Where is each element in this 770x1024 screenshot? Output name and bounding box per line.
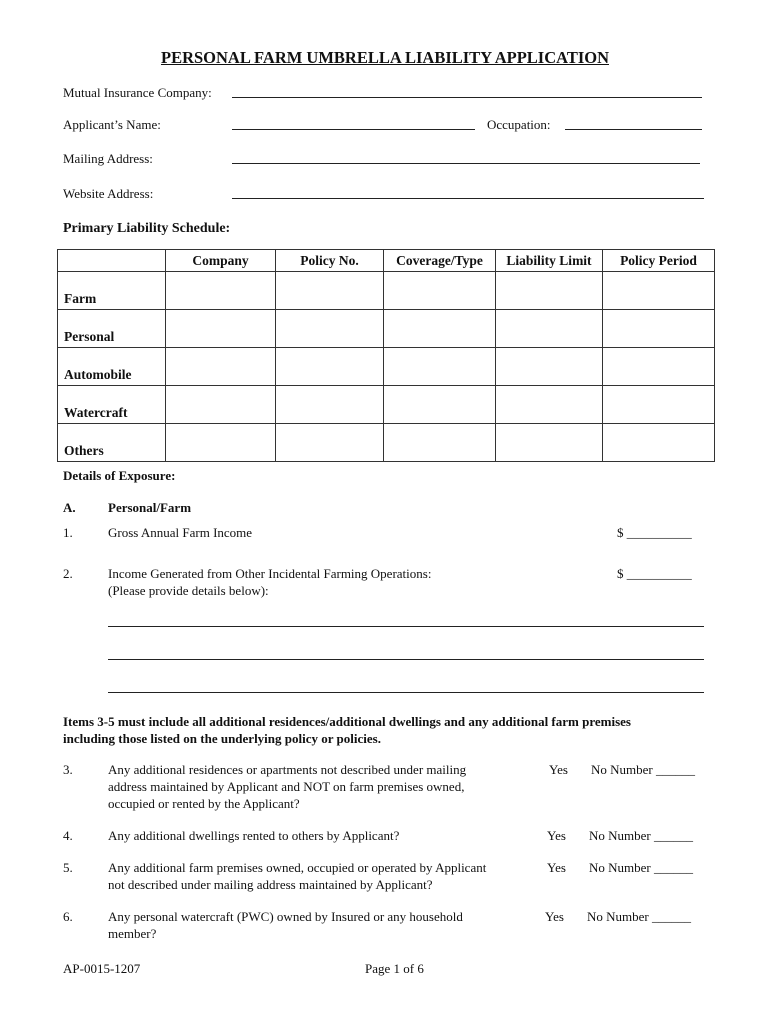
table-cell[interactable] (166, 310, 276, 348)
occupation-field[interactable] (565, 129, 702, 130)
item-number: 1. (63, 525, 73, 540)
table-cell[interactable] (603, 386, 715, 424)
table-cell[interactable] (384, 424, 496, 462)
table-row (58, 386, 715, 424)
details-line-3[interactable] (108, 692, 704, 693)
table-cell[interactable] (166, 386, 276, 424)
row-label-automobile: Automobile (58, 348, 166, 386)
mailing-address-label: Mailing Address: (63, 151, 153, 166)
question-3-line-3: occupied or rented by the Applicant? (108, 796, 300, 811)
question-number: 3. (63, 762, 73, 777)
question-5-yes[interactable]: Yes (547, 860, 566, 875)
table-cell[interactable] (276, 310, 384, 348)
table-cell[interactable] (276, 272, 384, 310)
applicant-name-field[interactable] (232, 129, 475, 130)
gross-farm-income-label: Gross Annual Farm Income (108, 525, 253, 540)
table-row (58, 272, 715, 310)
page-number: Page 1 of 6 (365, 961, 424, 976)
question-5-line-1: Any additional farm premises owned, occupied or operated by Applicant (108, 860, 487, 875)
row-label-others: Others (58, 424, 166, 462)
page-title: PERSONAL FARM UMBRELLA LIABILITY APPLICATION (160, 48, 609, 67)
table-cell[interactable] (384, 272, 496, 310)
table-cell[interactable] (166, 424, 276, 462)
question-number: 6. (63, 909, 73, 924)
header-company: Company (166, 250, 276, 272)
website-address-field[interactable] (232, 198, 704, 199)
mutual-insurance-company-field[interactable] (232, 97, 702, 98)
row-label-farm: Farm (58, 272, 166, 310)
incidental-income-field[interactable]: $ __________ (617, 566, 692, 581)
incidental-income-label: Income Generated from Other Incidental Farming Operations: (108, 566, 432, 581)
header-blank-cell (58, 250, 166, 272)
question-3-line-2: address maintained by Applicant and NOT on farm premises owned, (108, 779, 465, 794)
question-4-no-number[interactable]: No Number ______ (589, 828, 693, 843)
table-cell[interactable] (603, 272, 715, 310)
table-cell[interactable] (496, 386, 603, 424)
primary-liability-schedule-table (57, 249, 715, 462)
table-cell[interactable] (276, 386, 384, 424)
schedule-heading: Primary Liability Schedule: (63, 221, 231, 236)
header-policy-no: Policy No. (276, 250, 384, 272)
table-cell[interactable] (384, 386, 496, 424)
question-number: 4. (63, 828, 73, 843)
question-number: 5. (63, 860, 73, 875)
applicant-name-label: Applicant’s Name: (63, 117, 161, 132)
table-cell[interactable] (384, 348, 496, 386)
table-row (58, 348, 715, 386)
website-address-label: Website Address: (63, 186, 154, 201)
question-5-line-2: not described under mailing address maintained by Applicant? (108, 877, 433, 892)
form-id: AP-0015-1207 (63, 961, 141, 976)
section-letter: A. (63, 500, 76, 515)
details-heading: Details of Exposure: (63, 468, 176, 483)
table-cell[interactable] (496, 348, 603, 386)
items-note-line-1: Items 3-5 must include all additional residences/additional dwellings and any additional farm premises (63, 714, 631, 729)
table-cell[interactable] (603, 310, 715, 348)
question-3-no-number[interactable]: No Number ______ (591, 762, 695, 777)
table-cell[interactable] (496, 272, 603, 310)
details-line-1[interactable] (108, 626, 704, 627)
table-cell[interactable] (496, 310, 603, 348)
question-4-line-1: Any additional dwellings rented to others by Applicant? (108, 828, 400, 843)
question-4-yes[interactable]: Yes (547, 828, 566, 843)
table-cell[interactable] (276, 424, 384, 462)
header-coverage-type: Coverage/Type (384, 250, 496, 272)
question-6-yes[interactable]: Yes (545, 909, 564, 924)
table-cell[interactable] (603, 424, 715, 462)
table-cell[interactable] (496, 424, 603, 462)
question-6-line-1: Any personal watercraft (PWC) owned by Insured or any household (108, 909, 463, 924)
table-cell[interactable] (166, 272, 276, 310)
incidental-income-note: (Please provide details below): (108, 583, 269, 598)
row-label-personal: Personal (58, 310, 166, 348)
mailing-address-field[interactable] (232, 163, 700, 164)
question-3-yes[interactable]: Yes (549, 762, 568, 777)
question-6-no-number[interactable]: No Number ______ (587, 909, 691, 924)
table-cell[interactable] (603, 348, 715, 386)
items-note-line-2: including those listed on the underlying policy or policies. (63, 731, 381, 746)
table-cell[interactable] (276, 348, 384, 386)
table-cell[interactable] (166, 348, 276, 386)
table-cell[interactable] (384, 310, 496, 348)
row-label-watercraft: Watercraft (58, 386, 166, 424)
table-header-row (58, 250, 715, 272)
question-6-line-2: member? (108, 926, 157, 941)
details-line-2[interactable] (108, 659, 704, 660)
question-5-no-number[interactable]: No Number ______ (589, 860, 693, 875)
gross-farm-income-field[interactable]: $ __________ (617, 525, 692, 540)
table-row (58, 424, 715, 462)
mutual-insurance-company-label: Mutual Insurance Company: (63, 85, 212, 100)
item-number: 2. (63, 566, 73, 581)
section-title: Personal/Farm (108, 500, 192, 515)
occupation-label: Occupation: (487, 117, 551, 132)
header-liability-limit: Liability Limit (496, 250, 603, 272)
table-row (58, 310, 715, 348)
question-3-line-1: Any additional residences or apartments not described under mailing (108, 762, 467, 777)
header-policy-period: Policy Period (603, 250, 715, 272)
